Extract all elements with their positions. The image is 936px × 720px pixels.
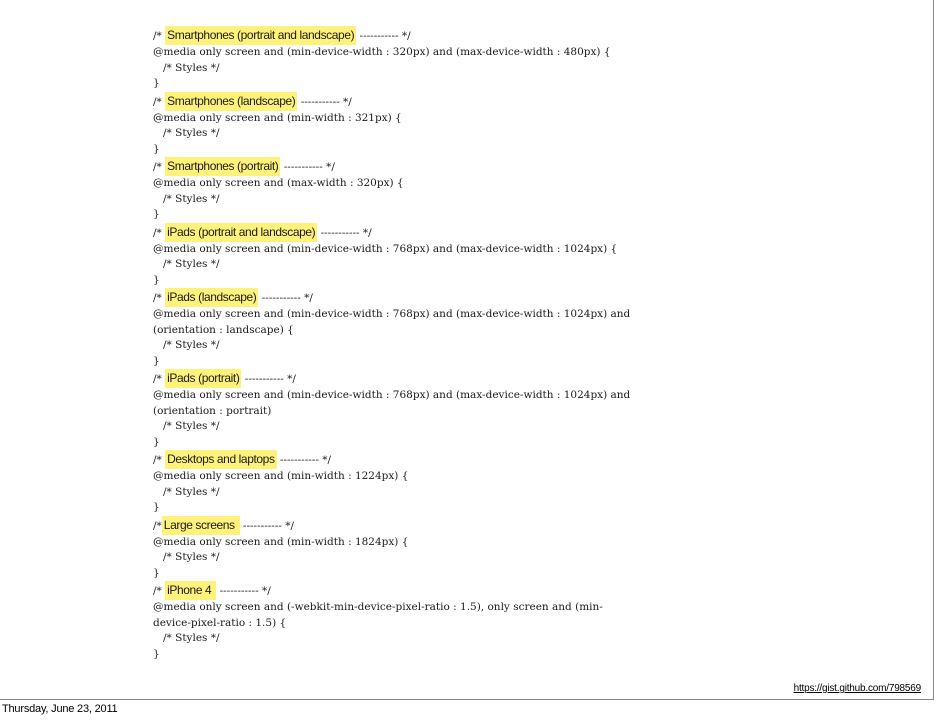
code-line: } — [153, 435, 160, 448]
code-line: @media only screen and (min-width : 1224px) { — [153, 470, 409, 482]
comment-open: /* — [153, 226, 166, 239]
comment-open: /* — [153, 585, 166, 597]
comment-heading — [153, 92, 630, 111]
highlighted-label: iPads (landscape) — [165, 288, 258, 307]
code-line: /* Styles */ — [153, 485, 220, 498]
code-line: } — [153, 142, 160, 155]
code-line: } — [153, 566, 160, 579]
highlighted-label: iPads (portrait and landscape) — [165, 223, 317, 242]
comment-close: ----------- */ — [258, 292, 313, 304]
comment-close: ----------- */ — [280, 161, 335, 173]
code-line: /* Styles */ — [153, 258, 220, 270]
code-line: /* Styles */ — [153, 420, 220, 432]
code-line: /* Styles */ — [153, 61, 220, 74]
code-line: @media only screen and (min-width : 321px) { — [153, 111, 402, 124]
source-link[interactable]: https://gist.github.com/798569 — [793, 683, 921, 694]
code-line: @media only screen and (min-width : 1824px) { — [153, 535, 409, 548]
code-line: @media only screen and (min-device-width : 768px) and (max-device-width : 1024px) and — [153, 308, 631, 320]
highlighted-label: Large screens — [162, 516, 240, 535]
code-line: /* Styles */ — [153, 632, 220, 644]
code-line: } — [153, 208, 160, 220]
comment-close: ----------- */ — [216, 585, 271, 597]
code-line: /* Styles */ — [153, 339, 220, 351]
footer-date: Thursday, June 23, 2011 — [2, 703, 118, 715]
comment-close: ----------- */ — [297, 95, 352, 108]
code-line: @media only screen and (min-device-width : 768px) and (max-device-width : 1024px) and — [153, 389, 631, 401]
highlighted-label: Smartphones (landscape) — [165, 92, 297, 111]
comment-open: /* — [153, 373, 166, 385]
code-line: } — [153, 647, 160, 660]
code-line: device-pixel-ratio : 1.5) { — [153, 616, 287, 629]
comment-heading — [153, 157, 630, 176]
comment-heading — [153, 223, 630, 242]
comment-close: ----------- */ — [241, 373, 296, 385]
comment-open: /* — [153, 161, 166, 173]
comment-open: /* — [153, 454, 166, 466]
highlighted-label: iPads (portrait) — [165, 369, 241, 388]
code-line: @media only screen and (-webkit-min-device-pixel-ratio : 1.5), only screen and (min- — [153, 601, 603, 613]
code-line: } — [153, 77, 160, 89]
code-line: @media only screen and (min-device-width : 768px) and (max-device-width : 1024px) { — [153, 242, 618, 255]
comment-open: /* — [153, 292, 166, 304]
comment-close: ----------- */ — [317, 226, 372, 239]
comment-heading — [153, 516, 630, 535]
comment-heading — [153, 288, 630, 307]
code-line: /* Styles */ — [153, 192, 220, 205]
highlighted-label: Desktops and laptops — [165, 450, 276, 469]
highlighted-label: iPhone 4 — [165, 581, 216, 600]
comment-heading — [153, 450, 630, 469]
highlighted-label: Smartphones (portrait) — [165, 157, 280, 176]
comment-close: ----------- */ — [356, 30, 411, 42]
comment-open: /* — [153, 30, 166, 42]
code-line: /* Styles */ — [153, 551, 220, 563]
code-line: } — [153, 501, 160, 513]
highlighted-label: Smartphones (portrait and landscape) — [165, 26, 356, 45]
comment-close: ----------- */ — [276, 454, 332, 466]
code-line: @media only screen and (min-device-width : 320px) and (max-device-width : 480px) { — [153, 46, 611, 58]
code-line: } — [153, 273, 160, 286]
code-line: @media only screen and (max-width : 320px) { — [153, 177, 404, 189]
comment-heading — [153, 581, 630, 600]
code-line: (orientation : landscape) { — [153, 323, 294, 336]
comment-close: ----------- */ — [239, 519, 295, 532]
comment-open: /* — [153, 95, 166, 108]
code-line: (orientation : portrait) — [153, 404, 272, 417]
code-line: /* Styles */ — [153, 127, 220, 139]
comment-heading — [153, 369, 630, 388]
comment-open: /* — [153, 519, 162, 532]
code-listing — [153, 26, 630, 662]
code-line: } — [153, 354, 160, 367]
comment-heading — [153, 26, 630, 45]
